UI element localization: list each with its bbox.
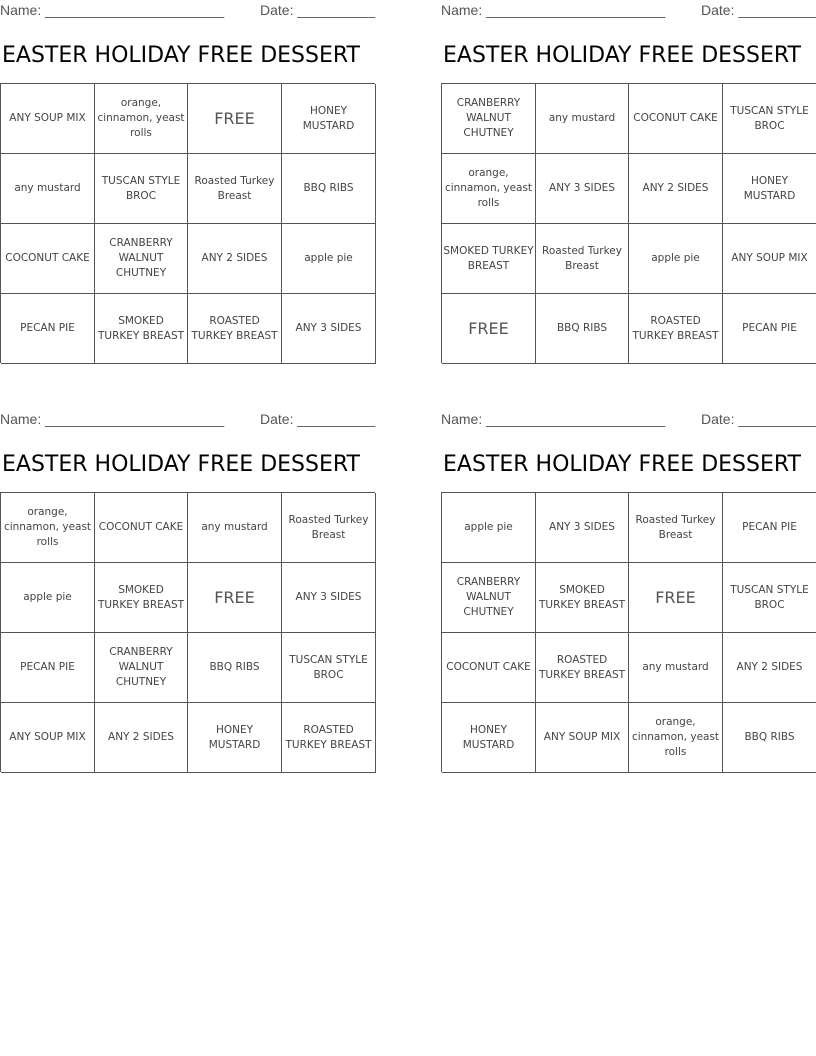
bingo-cell: ROASTED TURKEY BREAST <box>188 294 282 364</box>
bingo-cell: apple pie <box>1 563 95 633</box>
bingo-cell: ANY 2 SIDES <box>188 224 282 294</box>
date-field-label: Date: __________ <box>260 411 376 427</box>
date-field-label: Date: __________ <box>701 2 816 18</box>
bingo-cell: CRANBERRY WALNUT CHUTNEY <box>95 633 188 703</box>
bingo-cell: any mustard <box>629 633 723 703</box>
bingo-cell: HONEY MUSTARD <box>282 84 376 154</box>
bingo-cell: COCONUT CAKE <box>442 633 536 703</box>
bingo-cell: orange, cinnamon, yeast rolls <box>95 84 188 154</box>
bingo-grid <box>441 83 816 363</box>
bingo-cell: COCONUT CAKE <box>95 493 188 563</box>
bingo-grid <box>0 492 375 772</box>
bingo-cell: TUSCAN STYLE BROC <box>282 633 376 703</box>
free-space-cell: FREE <box>188 84 282 154</box>
name-field-label: Name: _______________________ <box>0 411 225 427</box>
name-date-row <box>0 2 376 20</box>
bingo-cell: HONEY MUSTARD <box>442 703 536 773</box>
bingo-cell: orange, cinnamon, yeast rolls <box>1 493 95 563</box>
bingo-cell: COCONUT CAKE <box>629 84 723 154</box>
bingo-cell: ANY SOUP MIX <box>723 224 816 294</box>
bingo-cell: TUSCAN STYLE BROC <box>95 154 188 224</box>
bingo-cell: apple pie <box>282 224 376 294</box>
bingo-cell: ANY SOUP MIX <box>1 703 95 773</box>
card-title: EASTER HOLIDAY FREE DESSERT <box>443 43 801 68</box>
bingo-cell: ANY SOUP MIX <box>536 703 629 773</box>
card-title: EASTER HOLIDAY FREE DESSERT <box>2 43 360 68</box>
bingo-cell: ANY 2 SIDES <box>629 154 723 224</box>
bingo-cell: ROASTED TURKEY BREAST <box>282 703 376 773</box>
name-date-row <box>441 411 816 429</box>
name-date-row <box>441 2 816 20</box>
bingo-cell: TUSCAN STYLE BROC <box>723 84 816 154</box>
bingo-cell: CRANBERRY WALNUT CHUTNEY <box>442 84 536 154</box>
name-field-label: Name: _______________________ <box>0 2 225 18</box>
bingo-cell: PECAN PIE <box>1 294 95 364</box>
bingo-grid <box>0 83 375 363</box>
bingo-cell: Roasted Turkey Breast <box>629 493 723 563</box>
bingo-cell: ROASTED TURKEY BREAST <box>536 633 629 703</box>
bingo-cell: BBQ RIBS <box>188 633 282 703</box>
bingo-grid <box>441 492 816 772</box>
name-field-label: Name: _______________________ <box>441 411 666 427</box>
free-space-cell: FREE <box>629 563 723 633</box>
free-space-cell: FREE <box>188 563 282 633</box>
card-title: EASTER HOLIDAY FREE DESSERT <box>443 452 801 477</box>
bingo-cell: BBQ RIBS <box>723 703 816 773</box>
bingo-cell: ANY 3 SIDES <box>536 493 629 563</box>
date-field-label: Date: __________ <box>701 411 816 427</box>
bingo-cell: PECAN PIE <box>1 633 95 703</box>
bingo-cell: any mustard <box>1 154 95 224</box>
bingo-cell: any mustard <box>536 84 629 154</box>
bingo-cell: apple pie <box>629 224 723 294</box>
name-date-row <box>0 411 376 429</box>
bingo-cell: any mustard <box>188 493 282 563</box>
bingo-cell: SMOKED TURKEY BREAST <box>536 563 629 633</box>
bingo-cell: COCONUT CAKE <box>1 224 95 294</box>
bingo-cell: orange, cinnamon, yeast rolls <box>442 154 536 224</box>
bingo-cell: orange, cinnamon, yeast rolls <box>629 703 723 773</box>
name-field-label: Name: _______________________ <box>441 2 666 18</box>
bingo-cell: ANY 2 SIDES <box>723 633 816 703</box>
bingo-cell: SMOKED TURKEY BREAST <box>442 224 536 294</box>
bingo-cell: ANY SOUP MIX <box>1 84 95 154</box>
bingo-cell: PECAN PIE <box>723 294 816 364</box>
bingo-cell: SMOKED TURKEY BREAST <box>95 294 188 364</box>
free-space-cell: FREE <box>442 294 536 364</box>
bingo-cell: CRANBERRY WALNUT CHUTNEY <box>95 224 188 294</box>
bingo-cell: HONEY MUSTARD <box>188 703 282 773</box>
bingo-cell: ANY 3 SIDES <box>536 154 629 224</box>
bingo-cell: Roasted Turkey Breast <box>188 154 282 224</box>
bingo-cell: HONEY MUSTARD <box>723 154 816 224</box>
bingo-cell: TUSCAN STYLE BROC <box>723 563 816 633</box>
date-field-label: Date: __________ <box>260 2 376 18</box>
bingo-cell: Roasted Turkey Breast <box>536 224 629 294</box>
bingo-cell: ANY 3 SIDES <box>282 294 376 364</box>
card-title: EASTER HOLIDAY FREE DESSERT <box>2 452 360 477</box>
bingo-cell: ANY 3 SIDES <box>282 563 376 633</box>
bingo-cell: CRANBERRY WALNUT CHUTNEY <box>442 563 536 633</box>
bingo-cell: ROASTED TURKEY BREAST <box>629 294 723 364</box>
bingo-cell: Roasted Turkey Breast <box>282 493 376 563</box>
bingo-cell: apple pie <box>442 493 536 563</box>
bingo-cell: BBQ RIBS <box>282 154 376 224</box>
bingo-cell: ANY 2 SIDES <box>95 703 188 773</box>
bingo-cell: SMOKED TURKEY BREAST <box>95 563 188 633</box>
bingo-cell: BBQ RIBS <box>536 294 629 364</box>
bingo-cell: PECAN PIE <box>723 493 816 563</box>
